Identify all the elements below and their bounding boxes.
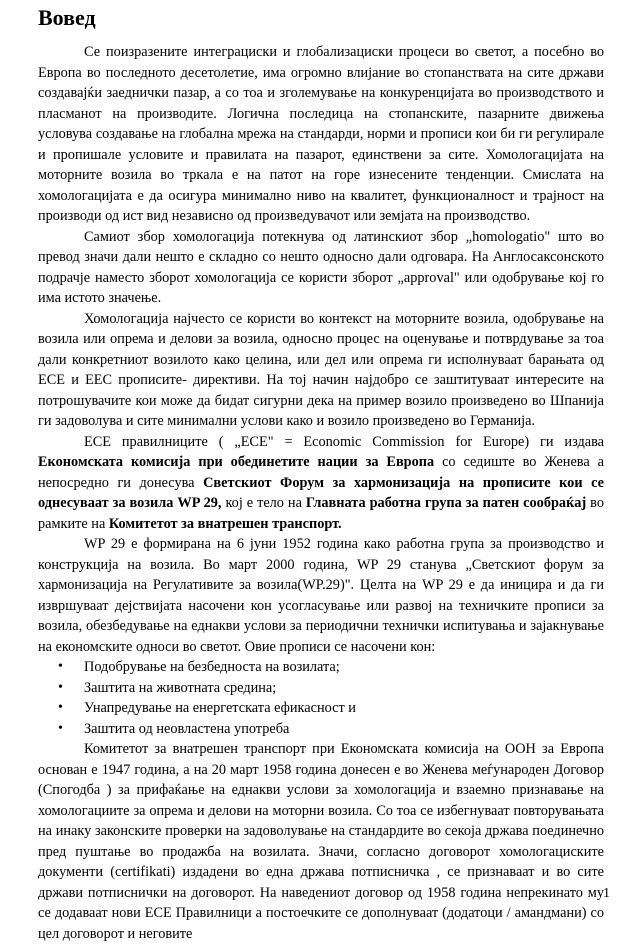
list-item: • Заштита од неовластена употреба (38, 719, 604, 740)
ece-text-4: во рамките на (38, 495, 604, 532)
ece-bold-committee: Комитетот за внатрешен транспорт. (108, 515, 342, 532)
goals-list (38, 657, 604, 739)
ece-bold-forum: Светскиот Форум за хармонизација на прописите кои се однесуваат за возила WP 29, (38, 474, 604, 511)
ece-bold-commission: Економската комисија при обединетите нации за Европа (38, 454, 435, 470)
paragraph-intro: Се поизразените интеграциски и глобализациски процеси во светот, а посебно во Европа во последното десетолетие, има огромно влијание во стопанствата на сите држави создавајќи заеднички пазар, а со тоа и зголемување на конкуренцијата во производството и пласманот на производите. Логична последица на стопанските, пазарните движења условува создавање на глобална мрежа на стандарди, норми и прописи кои би ги регулирале и пропишале условите и правилата на пазарот, единствени за сите. Хомологацијата на моторните возила во тркала е на патот на горе изнесените тенденции. Смислата на хомологацијата е да осигура минимално ниво на квалитет, функционалност и трајност на производи од ист вид независно од произведувачот или земјата на производство. (38, 44, 604, 224)
ece-text-3: кој е тело на (221, 495, 306, 511)
list-item: • Подобрување на безбедноста на возилата; (38, 657, 604, 678)
list-item: • Унапредување на енергетската ефикасност и (38, 698, 604, 719)
document-body (38, 42, 604, 944)
ece-text-1: ЕСЕ правилниците ( „ECE" = Economic Commission for Europe) ги издава (84, 433, 604, 450)
section-heading: Вовед (38, 5, 96, 30)
ece-bold-working-group: Главната работна група за патен сообраќај (305, 495, 587, 511)
paragraph-usage: Хомологација најчесто се користи во контекст на моторните возила, одобрување на возила или опрема и делови за возила, односно процес на оценување и потврдување за тоа дали конкретниот возилото како целина, или дел или опрема ги исполнуваат барањата од ЕСЕ и ЕЕС прописите- директиви. На тој начин најдобро се заштитуваат интересите на потрошувачите кои може да бидат сигурни дека на пример возило произведено во Шпанија ги задоволува и сите минимални услови како и возило произведено во Германија. (38, 310, 604, 429)
paragraph-wp29: WP 29 е формирана на 6 јуни 1952 година како работна група за производство и конструкција на возила. Во март 2000 година, WP 29 станува „Светскиот форум за хармонизација на Регулативите за возила(WP.29)". Целта на WP 29 е да иницира и да ги извршуваат дејствијата насочени кон усогласување или развој на техничките прописи за возила, обезбедување на еднакви услови за периодични технички испитувања и зајакнување на економските односи во светот. Овие прописи се насочени кон: (38, 536, 604, 655)
paragraph-etymology: Самиот збор хомологација потекнува од латинскиот збор „homologatio" што во превод значи дали нешто е складно со нешто односно дали одговара. На Англосаксонското подрачје наместо зборот хомологација се користи зборот „approval" или одобрување кој го има истото значење. (38, 228, 604, 306)
paragraph-ece (38, 432, 604, 535)
paragraph-committee: Комитетот за внатрешен транспорт при Економската комисија на ООН за Европа основан е 1947 година, а на 20 март 1958 година донесен е во Женева меѓународен Договор (Спогодба ) за прифаќање на еднакви услови за хомологација и взаемно признавање на хомологациите за опрема и делови на моторни возила. Со тоа се избегнуваат повторувањата на инаку законските проверки на задоволување на стандардите во секоја држава поединечно пред пуштање во продажба на возилата. Значи, согласно договорот хомологациските документи (certifikati) издадени во една држава потписничка , се признаваат и во сите држави потписнички на договорот. На наведениот договор од 1958 година непрекинато му се додаваат нови ЕСЕ Правилници а постоечките се дополнуваат (додатоци / амандмани) со цел договорот и неговите (38, 741, 604, 942)
ece-text-2: со седиште во Женева а непосредно ги донесува (38, 454, 604, 491)
list-item: • Заштита на животната средина; (38, 678, 604, 699)
page-number: 1 (603, 886, 610, 901)
